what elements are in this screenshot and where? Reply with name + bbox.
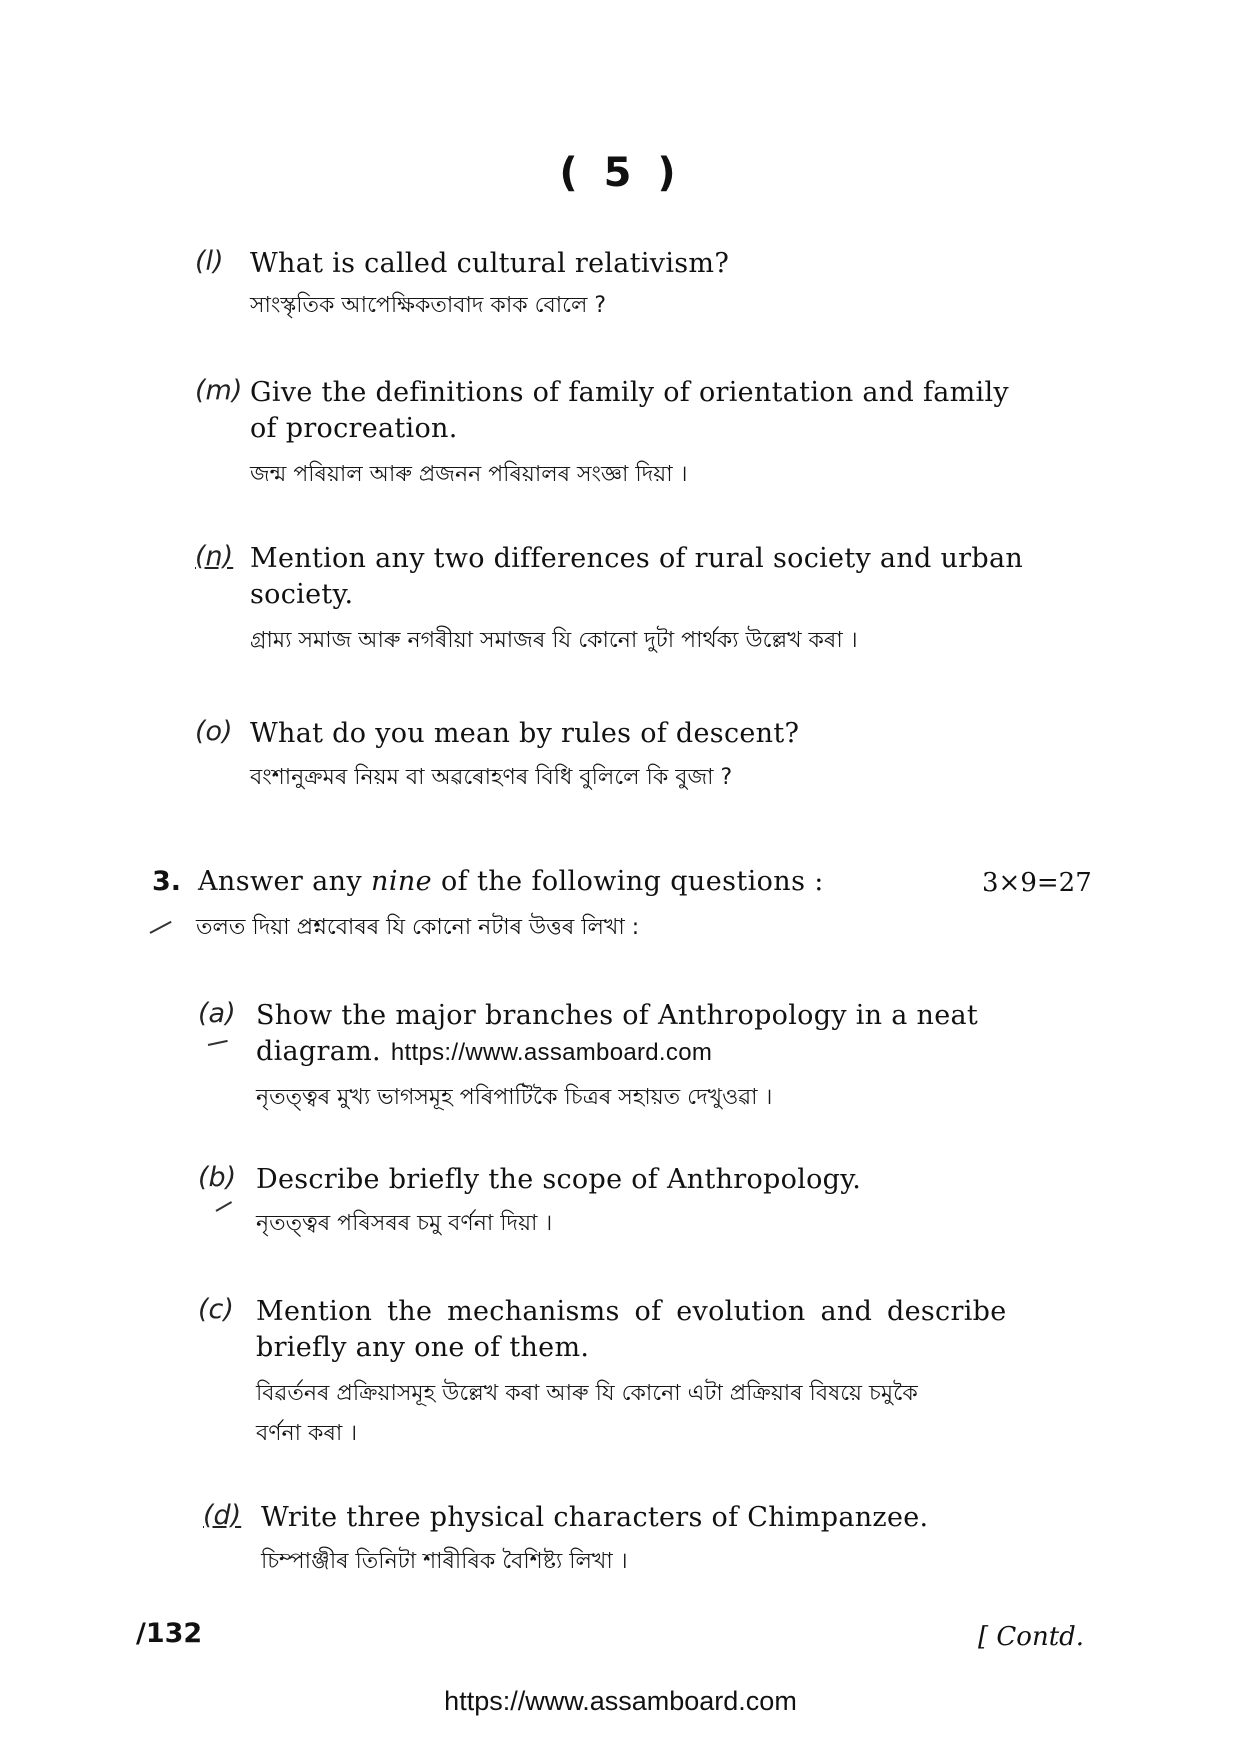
item-label: (l) <box>195 246 224 277</box>
item-label: (c) <box>198 1294 234 1325</box>
pen-tick-mark <box>150 921 172 934</box>
question-3-item-a <box>198 998 1098 1138</box>
paper-code: /132 <box>136 1618 203 1649</box>
prompt-suffix: of the following questions : <box>432 866 824 897</box>
continued-marker: [ Contd. <box>978 1622 1085 1652</box>
assamese-text-line1: বিৱৰ্তনৰ প্ৰক্ৰিয়াসমূহ উল্লেখ কৰা আৰু যি কোনো এটা প্ৰক্ৰিয়াৰ বিষয়ে চমুকৈ <box>256 1381 918 1406</box>
question-item-m <box>195 375 1095 515</box>
item-label: (m) <box>195 375 243 406</box>
page-number: ( 5 ) <box>559 150 682 196</box>
question-item-o <box>195 716 1095 806</box>
prompt-emphasis: nine <box>371 866 433 897</box>
assamese-text-line2: বৰ্ণনা কৰা । <box>256 1421 358 1446</box>
english-text: Write three physical characters of Chimpanzee. <box>261 1502 929 1533</box>
assamese-text: সাংস্কৃতিক আপেক্ষিকতাবাদ কাক বোলে ? <box>250 293 607 318</box>
question-3-assamese: তলত দিয়া প্ৰশ্নবোৰৰ যি কোনো নটাৰ উত্তৰ লিখা : <box>196 915 640 940</box>
question-item-l <box>195 246 1095 336</box>
assamese-text: নৃতত্ত্বৰ পৰিসৰৰ চমু বৰ্ণনা দিয়া । <box>256 1211 553 1236</box>
inline-url[interactable]: https://www.assamboard.com <box>390 1039 713 1066</box>
english-text-line2-text: diagram. <box>256 1036 381 1067</box>
question-3-marks: 3×9=27 <box>982 868 1092 898</box>
english-text-line2: society. <box>250 579 354 610</box>
question-3-item-b <box>198 1162 1098 1252</box>
item-label: (d) <box>203 1500 242 1531</box>
assamese-text: নৃতত্ত্বৰ মুখ্য ভাগসমূহ পৰিপাটিকৈ চিত্ৰৰ সহায়ত দেখুওৱা । <box>256 1085 773 1110</box>
english-text-line1: Show the major branches of Anthropology in a neat <box>256 1000 979 1031</box>
item-label: (b) <box>198 1162 237 1193</box>
item-label: (a) <box>198 998 236 1029</box>
assamese-text: চিম্পাঞ্জীৰ তিনিটা শাৰীৰিক বৈশিষ্ট্য লিখা । <box>261 1549 628 1574</box>
question-item-n <box>195 541 1095 681</box>
english-text-line2: of procreation. <box>250 413 458 444</box>
assamese-text: জন্ম পৰিয়াল আৰু প্ৰজনন পৰিয়ালৰ সংজ্ঞা দিয়া । <box>250 462 688 487</box>
english-text-line2: briefly any one of them. <box>256 1332 590 1363</box>
item-label: (n) <box>195 541 234 572</box>
english-text-line1: Mention the mechanisms of evolution and describe <box>256 1296 1007 1327</box>
item-label: (o) <box>195 716 233 747</box>
english-text: Describe briefly the scope of Anthropology. <box>256 1164 862 1195</box>
assamese-text: বংশানুক্ৰমৰ নিয়ম বা অৱৰোহণৰ বিধি বুলিলে কি বুজা ? <box>250 765 733 790</box>
question-3-prompt <box>198 866 824 897</box>
assamese-text: গ্ৰাম্য সমাজ আৰু নগৰীয়া সমাজৰ যি কোনো দুটা পাৰ্থক্য উল্লেখ কৰা । <box>250 628 858 653</box>
question-3-item-c <box>198 1294 1098 1464</box>
english-text-line2 <box>256 1034 712 1071</box>
question-3-item-d <box>203 1500 1103 1590</box>
footer-url[interactable]: https://www.assamboard.com <box>444 1686 797 1716</box>
english-text-line1: Mention any two differences of rural society and urban <box>250 543 1024 574</box>
english-text-line1: Give the definitions of family of orientation and family <box>250 377 1009 408</box>
english-text: What is called cultural relativism? <box>250 248 730 279</box>
question-3-number: 3. <box>152 866 182 897</box>
english-text: What do you mean by rules of descent? <box>250 718 800 749</box>
prompt-prefix: Answer any <box>198 866 372 897</box>
